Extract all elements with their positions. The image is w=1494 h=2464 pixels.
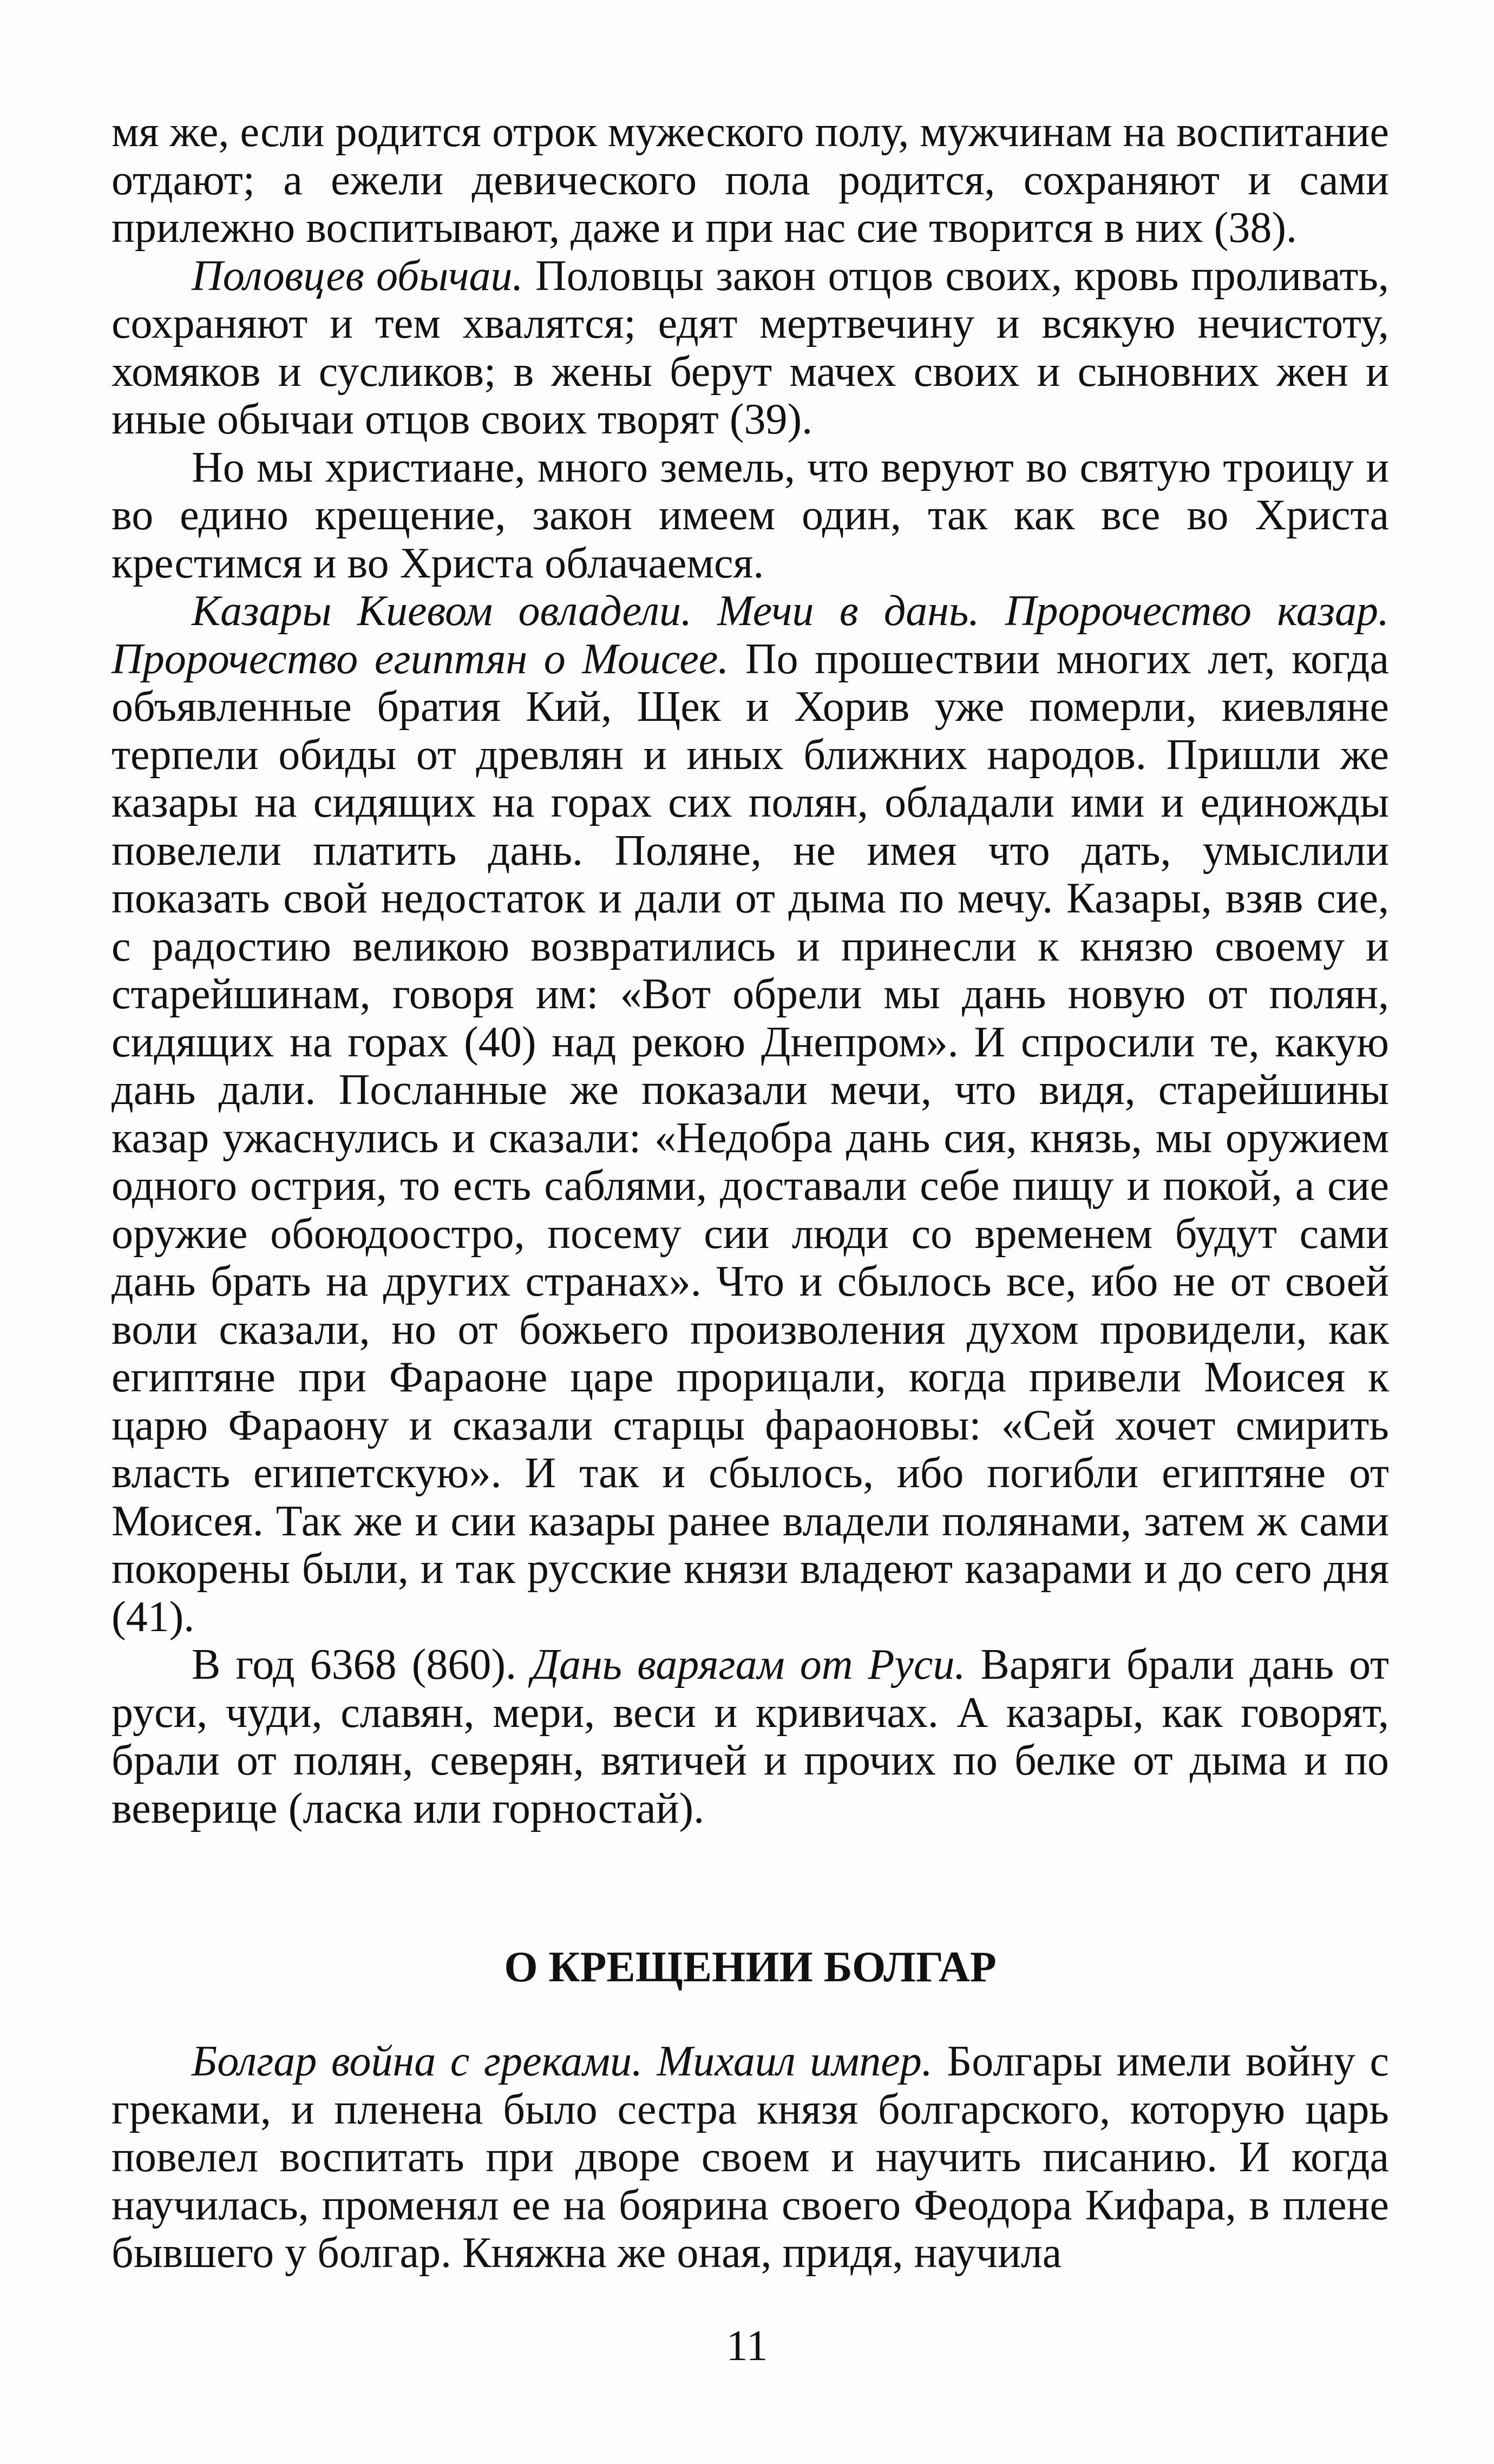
paragraph-5-text: Варяги брали дань от руси, чуди, славян, мери, веси и кривичах. А казары, как говорят, брали от полян, северян, вятичей и прочих по белке от дыма и по веверице (ласка или горностай). bbox=[112, 1641, 1390, 1832]
paragraph-4-lead: Казары Киевом овладели. Мечи в дань. Пророчество казар. Пророчество египтян о Моисее. bbox=[112, 587, 1389, 683]
section-paragraph-text: Болгары имели войну с греками, и пленена было сестра князя болгарского, которую царь повелел воспитать при дворе своем и научить писанию. И когда научилась, променял ее на боярина своего Феодора Кифара, в плене бывшего у болгар. Княжна же оная, придя, научила bbox=[112, 2038, 1389, 2277]
paragraph-3 bbox=[112, 444, 1389, 588]
paragraph-3-text: Но мы христиане, много земель, что веруют во святую троицу и во едино крещение, закон имеем один, так как все во Христа крестимся и во Христа облачаемся. bbox=[112, 443, 1389, 587]
paragraph-2-text: Половцы закон отцов своих, кровь проливать, сохраняют и тем хвалятся; едят мертвечину и всякую нечистоту, хомяков и сусликов; в жены берут мачех своих и сыновних жен и иные обычаи отцов своих творят (39). bbox=[112, 252, 1389, 443]
body-text bbox=[112, 108, 1389, 1832]
page-number: 11 bbox=[726, 2322, 768, 2370]
section-paragraph-lead: Болгар война с греками. Михаил импер. bbox=[192, 2038, 933, 2085]
paragraph-2-lead: Половцев обычаи. bbox=[192, 252, 523, 300]
paragraph-1-text: мя же, если родится отрок мужеского полу, мужчинам на воспитание отдают; а ежели девического пола родится, сохраняют и сами прилежно воспитывают, даже и при нас сие творится в них (38). bbox=[112, 108, 1389, 252]
paragraph-5-lead: Дань варягам от Руси. bbox=[532, 1641, 966, 1688]
paragraph-4-text: По прошествии многих лет, когда объявленные братия Кий, Щек и Хорив уже померли, киевляне терпели обиды от древлян и иных ближних народов. Пришли же казары на сидящих на горах сих полян, обладали ими и единожды повелели платить дань. Поляне, не имея что дать, умыслили показать свой недостаток и дали от дыма по мечу. Казары, взяв сие, с радостию великою возвратились и принесли к князю своему и старейшинам, говоря им: «Вот обрели мы дань новую от полян, сидящих на горах (40) над рекою Днепром». И спросили те, какую дань дали. Посланные же показали мечи, что видя, старейшины казар ужаснулись и сказали: «Недобра дань сия, князь, мы оружием одного острия, то есть саблями, доставали себе пищу и покой, а сие оружие обоюдоостро, посему сии люди со временем будут сами дань брать на других странах». Что и сбылось все, ибо не от своей воли сказали, но от божьего произволения духом провидели, как египтяне при Фараоне царе прорицали, когда привели Моисея к царю Фараону и сказали старцы фараоновы: «Сей хочет смирить власть египетскую». И так и сбылось, ибо погибли египтяне от Моисея. Так же и сии казары ранее владели полянами, затем ж сами покорены были, и так русские князи владеют казарами и до сего дня (41). bbox=[112, 635, 1389, 1641]
section-paragraph bbox=[112, 2038, 1389, 2277]
section-heading: О КРЕЩЕНИИ БОЛГАР bbox=[504, 1943, 997, 1991]
paragraph-2 bbox=[112, 252, 1389, 444]
paragraph-1 bbox=[112, 108, 1389, 252]
paragraph-5-year: В год 6368 (860). bbox=[192, 1641, 532, 1688]
paragraph-5 bbox=[112, 1641, 1389, 1832]
section-body-text bbox=[112, 2038, 1389, 2277]
paragraph-4 bbox=[112, 587, 1389, 1641]
